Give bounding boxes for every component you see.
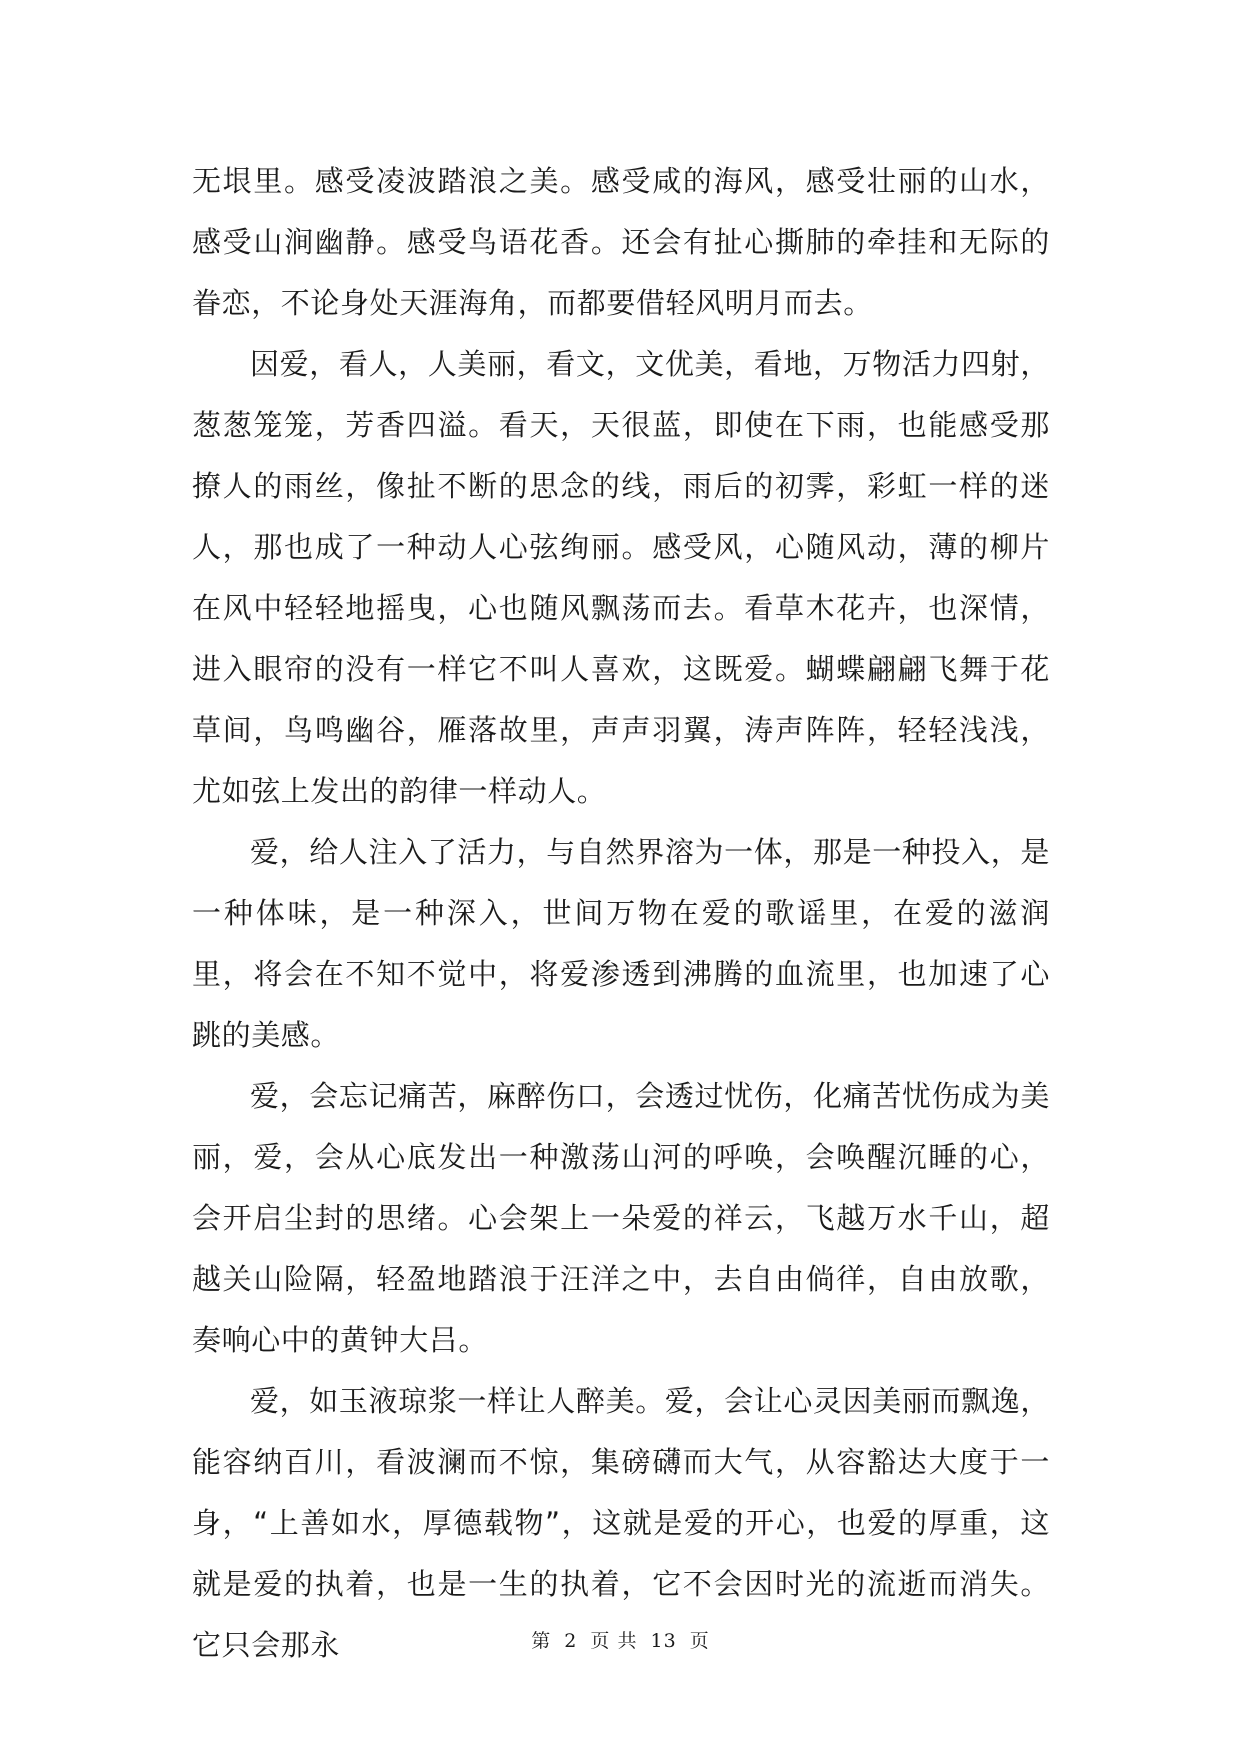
- paragraph-3: 爱，给人注入了活力，与自然界溶为一体，那是一种投入，是一种体味，是一种深入，世间万物在爱的歌谣里，在爱的滋润里，将会在不知不觉中，将爱渗透到沸腾的血流里，也加速了心跳的美感。: [192, 835, 1050, 1052]
- paragraph-1: 无垠里。感受凌波踏浪之美。感受咸的海风，感受壮丽的山水，感受山涧幽静。感受鸟语花香。还会有扯心撕肺的牵挂和无际的眷恋，不论身处天涯海角，而都要借轻风明月而去。: [192, 164, 1050, 320]
- page-footer: [0, 1626, 1241, 1653]
- paragraph-5: 爱，如玉液琼浆一样让人醉美。爱，会让心灵因美丽而飘逸，能容纳百川，看波澜而不惊，集磅礴而大气，从容豁达大度于一身，“上善如水，厚德载物”，这就是爱的开心，也爱的厚重，这就是爱的执着，也是一生的执着，它不会因时光的流逝而消失。它只会那永: [192, 1384, 1050, 1662]
- paragraph-4: 爱，会忘记痛苦，麻醉伤口，会透过忧伤，化痛苦忧伤成为美丽，爱，会从心底发出一种激荡山河的呼唤，会唤醒沉睡的心，会开启尘封的思绪。心会架上一朵爱的祥云，飞越万水千山，超越关山险隔，轻盈地踏浪于汪洋之中，去自由倘徉，自由放歌，奏响心中的黄钟大吕。: [192, 1079, 1050, 1357]
- paragraph-2: 因爱，看人，人美丽，看文，文优美，看地，万物活力四射，葱葱笼笼，芳香四溢。看天，天很蓝，即使在下雨，也能感受那撩人的雨丝，像扯不断的思念的线，雨后的初霁，彩虹一样的迷人，那也成了一种动人心弦绚丽。感受风，心随风动，薄的柳片在风中轻轻地摇曳，心也随风飘荡而去。看草木花卉，也深情，进入眼帘的没有一样它不叫人喜欢，这既爱。蝴蝶翩翩飞舞于花草间，鸟鸣幽谷，雁落故里，声声羽翼，涛声阵阵，轻轻浅浅，尤如弦上发出的韵律一样动人。: [192, 347, 1050, 808]
- footer-prefix: 第: [531, 1630, 552, 1652]
- footer-suffix: 页: [689, 1630, 710, 1652]
- footer-middle: 页 共: [590, 1630, 638, 1652]
- footer-current-page: 2: [564, 1630, 578, 1652]
- document-body: [192, 151, 1050, 1676]
- footer-total-pages: 13: [650, 1630, 677, 1652]
